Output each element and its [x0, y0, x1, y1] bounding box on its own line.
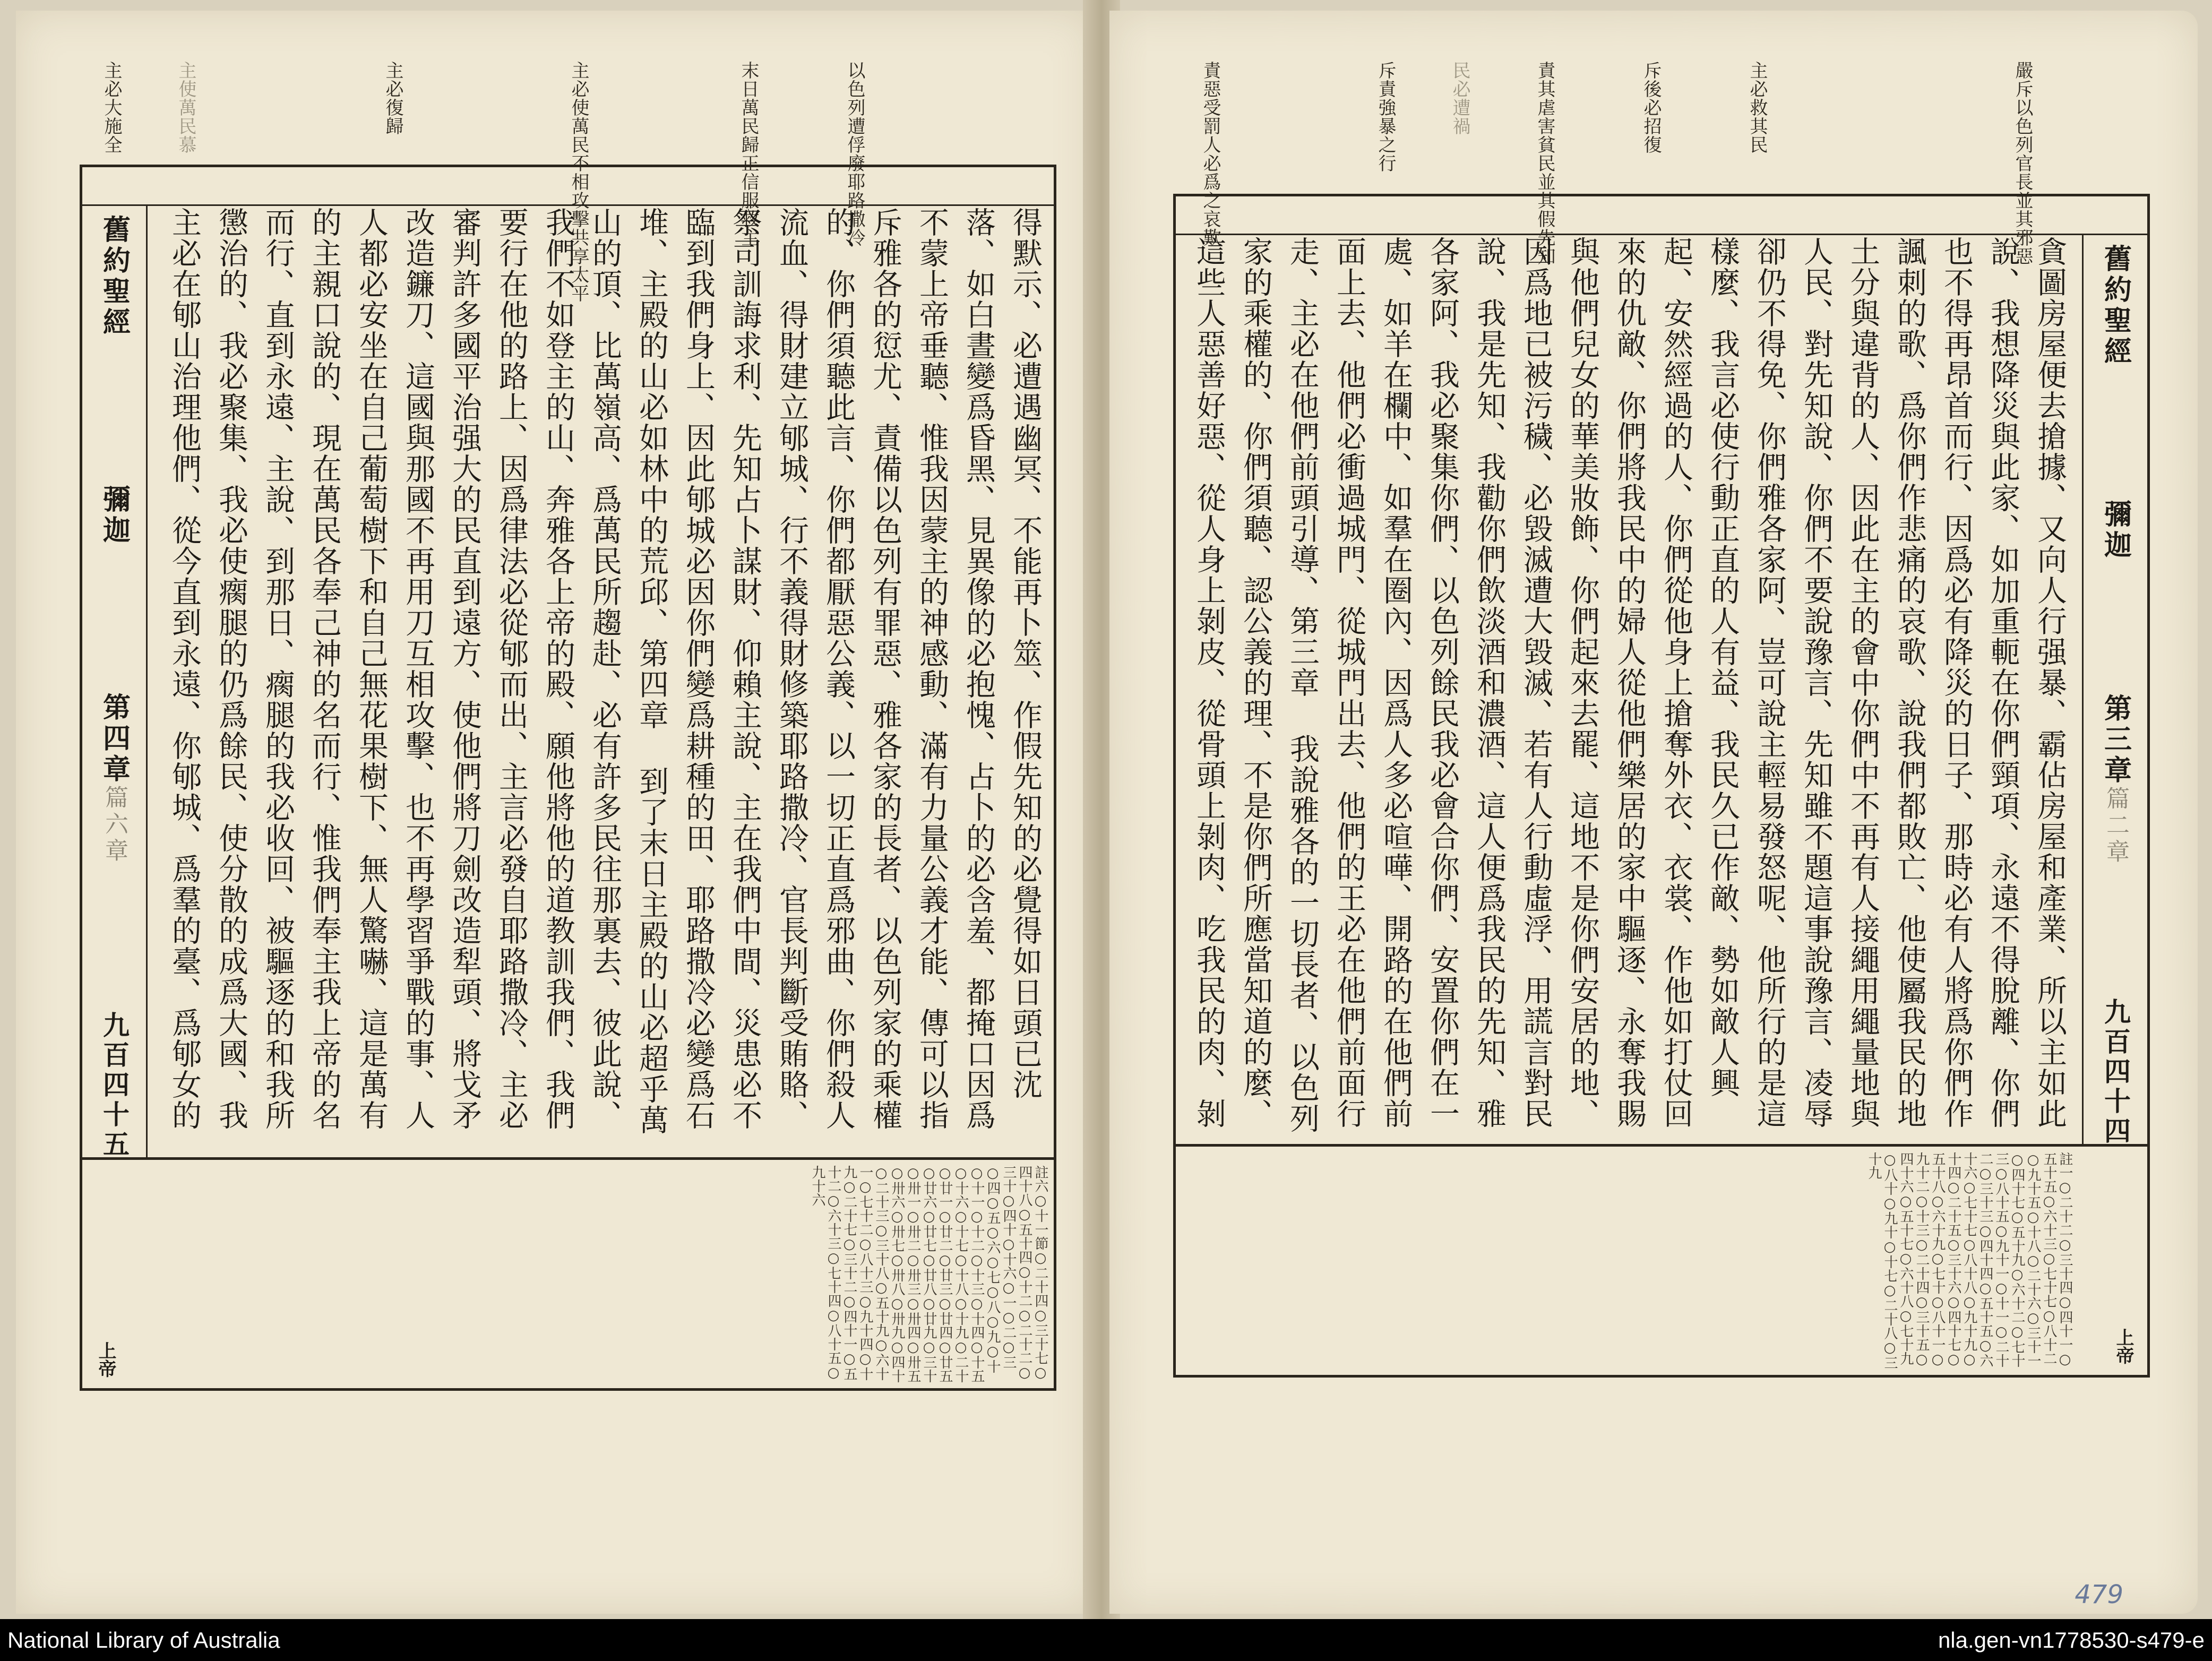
margin-note: 主必使萬民不相攻擊共享太平	[568, 61, 589, 303]
margin-note: 主必救其民	[1746, 61, 1768, 154]
running-head	[82, 204, 148, 1160]
corner-mark: 上帝	[2113, 1328, 2134, 1364]
margin-note: 主必大施全	[101, 61, 122, 154]
text-frame	[80, 165, 1056, 1391]
left-page	[16, 11, 1094, 1614]
margin-note: 民必遭禍	[1449, 61, 1470, 135]
margin-note: 責其虐害貧民並其假先知	[1534, 61, 1555, 265]
chapter-label: 第四章	[98, 693, 131, 785]
book-collection-title: 舊約聖經	[98, 215, 131, 338]
scripture-body: 貪圖房屋便去搶據、又向人行强暴、霸佔房屋和產業、所以主如此說、我想降災與此家、如加重軛在你們頸項、永遠不得脫離、你們也不得再昂首而行、因爲必有降災的日子、那時必有人將爲你們作諷刺的歌、爲你們作悲痛的哀歌、說我們都敗亡、他使屬我民的地土分與違背的人、因此在主的會中你們中不再有人接繩用繩量地與人民、對先知說、你們不要說豫言、先知雖不題這事說豫言、凌辱卻仍不得免、你們雅各家阿、豈可說主輕易發怒呢、他所行的是這樣麼、我言必使行動正直的人有益、我民久已作敵、勢如敵人興起、安然經過的人、你們從他身上搶奪外衣、衣裳、作他如打仗回來的仇敵、你們將我民中的婦人從他們樂居的家中驅逐、永奪我賜與他們兒女的華美妝飾、你們起來去罷、這地不是你們安居的地、因爲地已被污穢、必毀滅遭大毀滅、若有人行動虛浮、用謊言對民說、我是先知、我勸你們飲淡酒和濃酒、這人便爲我民的先知、雅各家阿、我必聚集你們、以色列餘民我必會合你們、安置你們在一處、如羊在欄中、如羣在圈內、因爲人多必喧嘩、開路的在他們前面上去、他們必衝過城門、從城門出去、他們的王必在他們前面行走、主必在他們前頭引導、第三章 我說雅各的一切長者、以色列家的乘權的、你們須聽、認公義的理、不是你們所應當知道的麼、這些人惡善好惡、從人身上剝皮、從骨頭上剝肉、吃我民的肉、剝	[1192, 236, 2067, 1134]
footnotes-text: 註一○二十二○三十四○四十一○五十五○六十三○七十七○八十二○九十五○十八○二十六○三十一○四十七○五十九○六十二○七十三○八十五○九十一○十一○二十二○三十三○四十四○五十五○六十六○七十七○八十八○九十九○十四○二十五○三十六○四十七○五十八○六十九○七十○八十一○九十二○十三○二十四○三十五○四十六○五十七○六十八○七十九○八十○九十○十七○二十八○三十九	[1866, 1152, 2073, 1370]
viewer-footer	[0, 1619, 2212, 1661]
text-frame	[1173, 194, 2150, 1378]
margin-note: 斥責強暴之行	[1375, 61, 1396, 173]
margin-note: 嚴斥以色列官長並其邪惡	[2012, 61, 2033, 265]
library-name[interactable]: National Library of Australia	[7, 1627, 280, 1653]
margin-note: 末日萬民歸正信服救主	[738, 61, 759, 247]
margin-note: 主必復歸	[382, 61, 403, 135]
page-number: 九百四十四	[2100, 997, 2131, 1147]
margin-note: 以色列遭俘廢耶路撒冷	[844, 61, 865, 247]
page-number: 九百四十五	[99, 1011, 130, 1160]
right-page	[1109, 11, 2198, 1614]
cross-reference-notes	[1176, 1144, 2147, 1375]
corner-mark: 上帝	[95, 1341, 116, 1378]
book-collection-title: 舊約聖經	[2099, 244, 2132, 367]
cross-reference-notes	[82, 1157, 1054, 1388]
chapter-label-faint: 篇六章	[101, 785, 128, 865]
handwritten-page-number: 479	[2075, 1580, 2123, 1610]
verse-number-band	[82, 167, 1054, 206]
verse-number-band	[1176, 196, 2147, 235]
margin-note: 責惡受罰人必爲之哀歎	[1200, 61, 1221, 247]
chapter-label: 第三章	[2099, 693, 2132, 786]
chapter-label-faint: 篇二章	[2102, 786, 2129, 866]
margin-note: 主使萬民慕	[175, 61, 196, 154]
scripture-body: 得默示、必遭遇幽冥、不能再卜筮、作假先知的必覺得如日頭已沈落、如白晝變爲昏黑、見異像的必抱愧、占卜的必含羞、都掩口因爲不蒙上帝垂聽、惟我因蒙主的神感動、滿有力量公義才能、傳可以指斥雅各的愆尤、責備以色列有罪惡、雅各家的長者、以色列家的乘權的、你們須聽此言、你們都厭惡公義、以一切正直爲邪曲、你們殺人流血、得財建立郇城、行不義得財修築耶路撒冷、官長判斷受賄賂、祭司訓誨求利、先知占卜謀財、仰賴主說、主在我們中間、災患必不臨到我們身上、因此郇城必因你們變爲耕種的田、耶路撒冷必變爲石堆、主殿的山必如林中的荒邱、第四章 到了末日主殿的山必超乎萬山的頂、比萬嶺高、爲萬民所趨赴、必有許多民往那裏去、彼此說、我們不如登主的山、奔雅各上帝的殿、願他將他的道教訓我們、我們要行在他的路上、因爲律法必從郇而出、主言必發自耶路撒冷、主必審判許多國平治强大的民直到遠方、使他們將刀劍改造犁頭、將戈矛改造鐮刀、這國與那國不再用刀互相攻擊、也不再學習爭戰的事、人人都必安坐在自己葡萄樹下和自己無花果樹下、無人驚嚇、這是萬有的主親口說的、現在萬民各奉己神的名而行、惟我們奉主我上帝的名而行、直到永遠、主說、到那日、瘸腿的我必收回、被驅逐的和我所懲治的、我必聚集、我必使瘸腿的仍爲餘民、使分散的成爲大國、我主必在郇山治理他們、從今直到永遠、你郇城、爲羣的臺、爲郇女的	[167, 207, 1043, 1135]
book-name: 彌迦	[2099, 500, 2132, 562]
footnotes-text: 註六○十一節○二十四○三十七○四十八○五十四○十二○二十二○三十○四十○十六○一○二○三○四○五○六○七○八○九○十○十一○十二○十三○十四○十五○十六○十七○十八○十九○二十○廿一○廿二○廿三○廿四○廿五○廿六○廿七○廿八○廿九○三十○卅一○卅二○卅三○卅四○卅五○卅六○卅七○卅八○卅九○四十○二十三○三十八○五十九○六十一○七十二○八十三○九十四○十九○二十七○三十二○四十一○五十二○六十三○七十四○八十五○九十六	[810, 1165, 1048, 1383]
book-name: 彌迦	[98, 485, 131, 546]
margin-note: 斥後必招復	[1640, 61, 1662, 154]
running-head	[2082, 234, 2147, 1147]
item-identifier: nla.gen-vn1778530-s479-e	[1938, 1627, 2205, 1653]
